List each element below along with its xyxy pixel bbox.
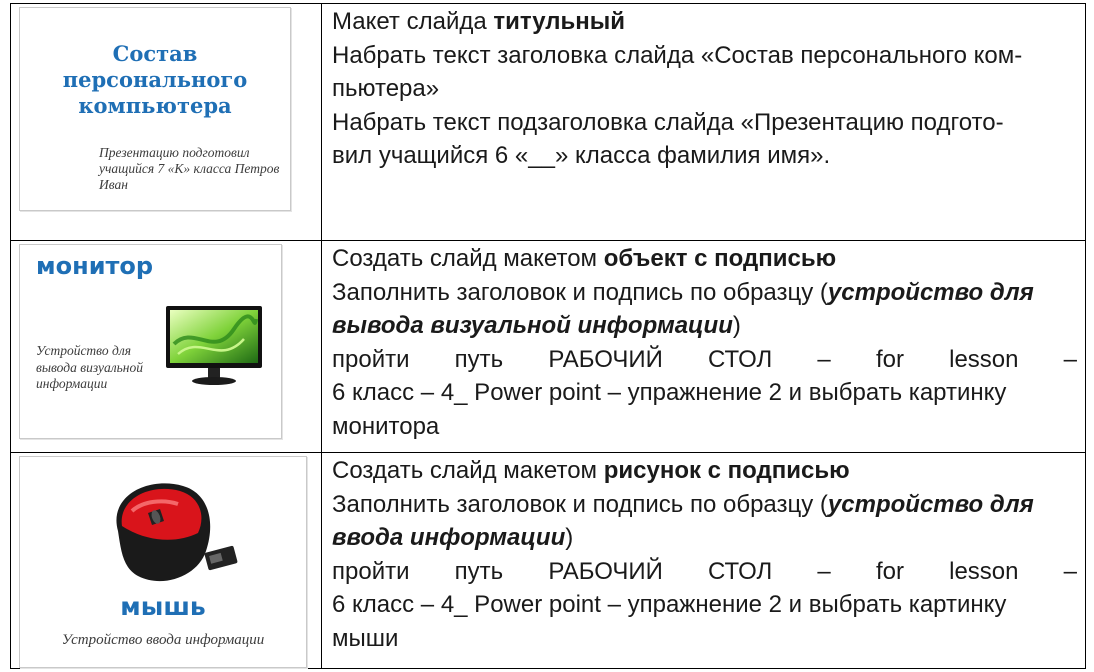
slide-thumbnail-title [19, 7, 291, 211]
column-divider [321, 3, 322, 669]
text-line: Заполнить заголовок и подпись по образцу (устройство для [332, 278, 1034, 306]
usb-receiver-image [204, 545, 240, 571]
text-line: Набрать текст подзаголовка слайда «Презентацию подгото- [332, 108, 1004, 136]
table-border-right [1085, 3, 1086, 669]
text-line: Заполнить заголовок и подпись по образцу (устройство для [332, 490, 1034, 518]
path-line: пройти путь РАБОЧИЙ СТОЛ – for lesson – [332, 557, 1077, 585]
slide-title: монитор [36, 252, 154, 280]
slide-caption: Устройство для вывода визуальной информации [36, 343, 143, 391]
text-line: Создать слайд макетом рисунок с подписью [332, 457, 850, 484]
text-line: монитора [332, 412, 440, 440]
text-line: 6 класс – 4_ Power point – упражнение 2 и выбрать картинку [332, 591, 1007, 618]
slide-subtitle: Презентацию подготовил учащийся 7 «К» класса Петров Иван [99, 145, 280, 192]
text-line: ввода информации) [332, 524, 574, 551]
text-line: вывода визуальной информации) [332, 312, 741, 339]
row-2-instructions [332, 242, 1077, 443]
slide-thumbnail-mouse [19, 456, 307, 668]
row-1-instructions [332, 5, 1077, 173]
text-line: Макет слайда титульный [332, 8, 626, 35]
row-divider-2 [10, 452, 1086, 453]
table-border-bottom [10, 668, 1086, 669]
path-line: пройти путь РАБОЧИЙ СТОЛ – for lesson – [332, 345, 1077, 373]
text-line: 6 класс – 4_ Power point – упражнение 2 и выбрать картинку [332, 379, 1007, 406]
text-line: Создать слайд макетом объект с подписью [332, 245, 837, 272]
row-3-instructions [332, 454, 1077, 655]
text-line: вил учащийся 6 «__» класса фамилия имя». [332, 142, 831, 169]
slide-thumbnail-monitor [19, 244, 282, 439]
mouse-image [88, 471, 238, 591]
text-line: пьютера» [332, 75, 440, 102]
text-line: мыши [332, 624, 399, 652]
table-border-left [10, 3, 11, 669]
table-border-top [10, 3, 1086, 4]
text-line: Набрать текст заголовка слайда «Состав персонального ком- [332, 41, 1023, 69]
slide-title: мышь [120, 592, 206, 621]
monitor-image [164, 304, 264, 388]
slide-title: Состав персонального компьютера [62, 41, 248, 118]
row-divider-1 [10, 240, 1086, 241]
slide-caption: Устройство ввода информации [61, 632, 265, 648]
